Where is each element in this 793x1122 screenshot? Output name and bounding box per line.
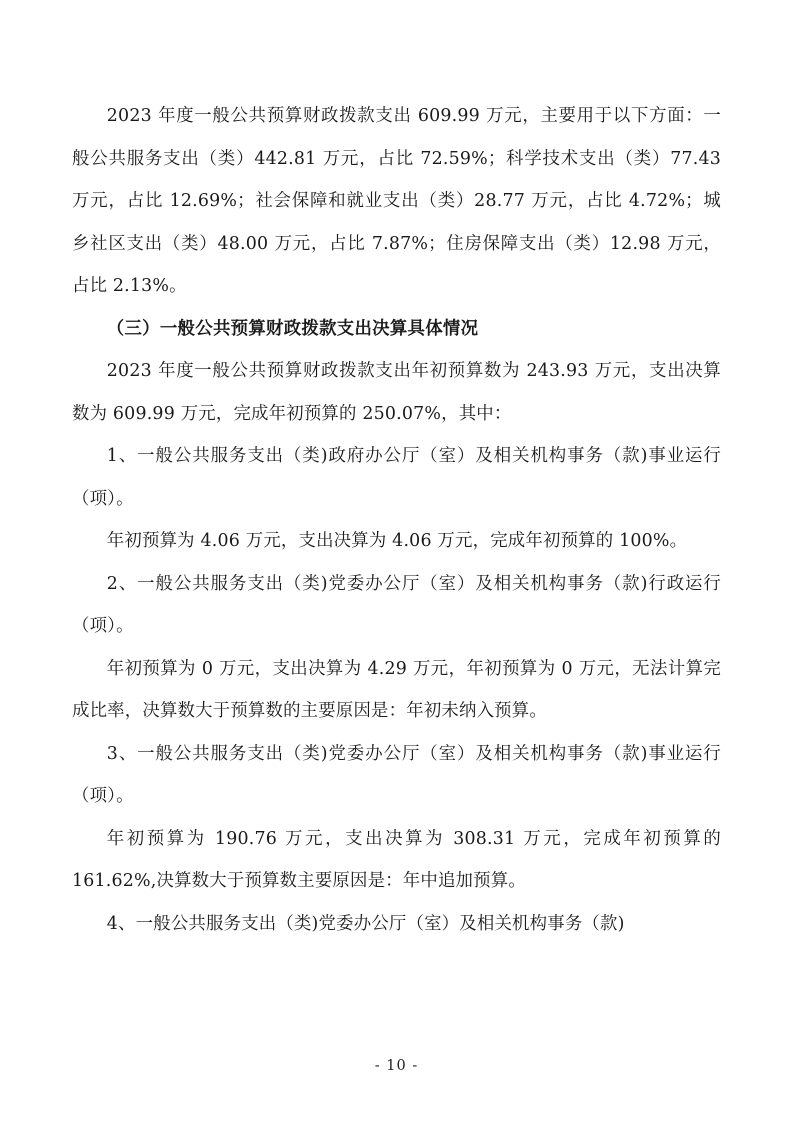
document-body	[72, 95, 721, 945]
paragraph-item-2-detail: 年初预算为 0 万元，支出决算为 4.29 万元，年初预算为 0 万元，无法计算完成比率，决算数大于预算数的主要原因是：年初未纳入预算。	[72, 658, 721, 721]
page-number: - 10 -	[374, 1058, 419, 1074]
paragraph-item-3-title: 3、一般公共服务支出（类)党委办公厅（室）及相关机构事务（款)事业运行（项）。	[72, 743, 721, 806]
section-heading: （三）一般公共预算财政拨款支出决算具体情况	[106, 318, 479, 339]
paragraph-item-1-title: 1、一般公共服务支出（类)政府办公厅（室）及相关机构事务（款)事业运行（项）。	[72, 446, 721, 509]
paragraph-item-3-detail: 年初预算为 190.76 万元，支出决算为 308.31 万元，完成年初预算的 161.62%,决算数大于预算数主要原因是：年中追加预算。	[72, 828, 721, 891]
paragraph-overview: 2023 年度一般公共预算财政拨款支出 609.99 万元，主要用于以下方面：一般公共服务支出（类）442.81 万元，占比 72.59%；科学技术支出（类）77.43 万元，占比 12.69%；社会保障和就业支出（类）28.77 万元，占比 4.72%；城乡社区支出（类）48.00 万元，占比 7.87%；住房保障支出（类）12.98 万元，占比 2.13%。	[72, 106, 721, 296]
paragraph-item-1-detail: 年初预算为 4.06 万元，支出决算为 4.06 万元，完成年初预算的 100%。	[106, 531, 688, 551]
paragraph-total: 2023 年度一般公共预算财政拨款支出年初预算数为 243.93 万元，支出决算数为 609.99 万元，完成年初预算的 250.07%，其中：	[72, 361, 721, 424]
paragraph-item-2-title: 2、一般公共服务支出（类)党委办公厅（室）及相关机构事务（款)行政运行（项）。	[72, 573, 721, 636]
paragraph-item-4-title: 4、一般公共服务支出（类)党委办公厅（室）及相关机构事务（款)	[106, 913, 625, 934]
